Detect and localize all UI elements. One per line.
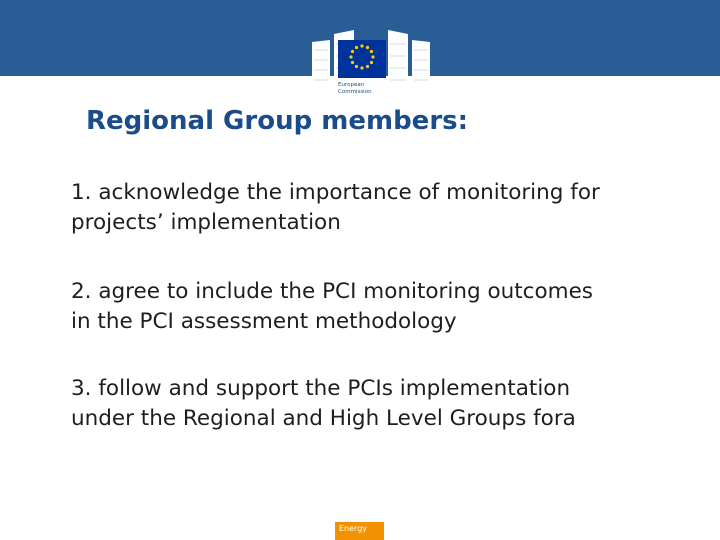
footer-energy-tag: Energy bbox=[335, 522, 384, 540]
list-item bbox=[71, 178, 691, 238]
list-item-line: in the PCI assessment methodology bbox=[71, 309, 457, 334]
logo-text-line1: European bbox=[338, 82, 365, 88]
list-item-line: 2. agree to include the PCI monitoring outcomes bbox=[71, 279, 594, 304]
list-item-line: 1. acknowledge the importance of monitoring for bbox=[71, 180, 600, 205]
logo-text-line2: Commission bbox=[338, 89, 372, 95]
list-item-line: under the Regional and High Level Groups fora bbox=[71, 406, 576, 431]
slide-title: Regional Group members: bbox=[86, 106, 469, 136]
european-commission-logo-icon bbox=[310, 20, 432, 98]
list-item-line: projects’ implementation bbox=[71, 210, 341, 235]
list-item bbox=[71, 277, 691, 337]
list-item-line: 3. follow and support the PCIs implementation bbox=[71, 376, 571, 401]
list-item bbox=[71, 374, 691, 434]
